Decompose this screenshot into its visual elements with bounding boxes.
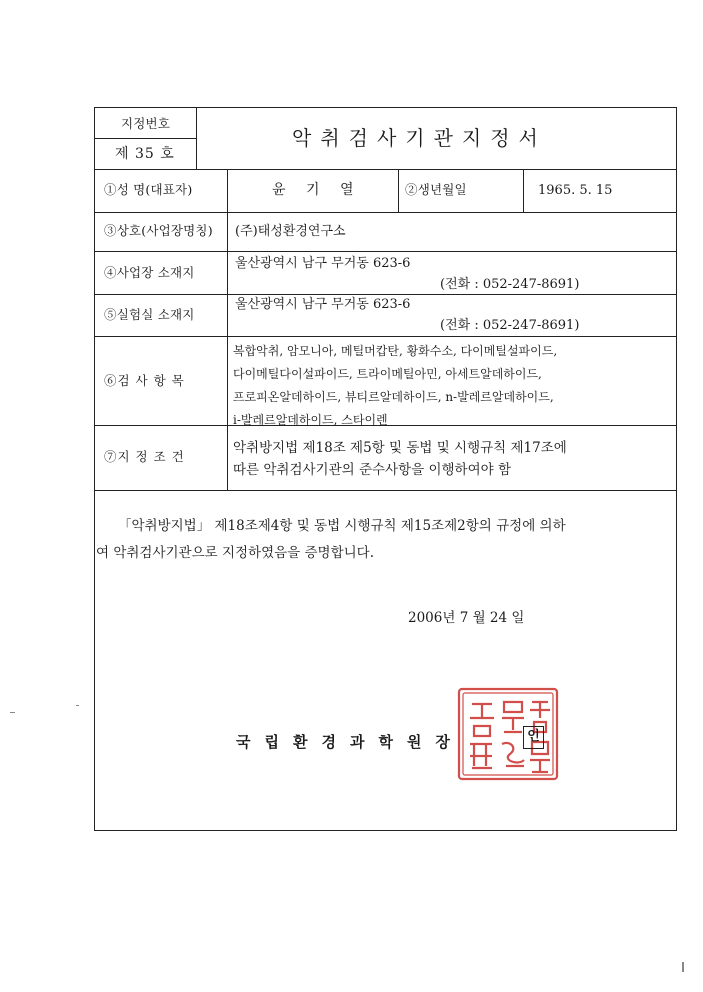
birth-label: ②생년월일 [405,182,467,197]
scan-speck [76,705,79,706]
condition-text [233,437,567,481]
rule-name-divider [398,169,399,212]
official-seal [456,686,560,782]
rule-row3-bottom [94,294,677,295]
rule-row1-bottom [94,212,677,213]
lab-address-value: 울산광역시 남구 무거동 623-6 [235,297,411,312]
condition-label: ⑦지 정 조 건 [104,449,185,464]
statement-line: 여 악취검사기관으로 지정하였음을 증명합니다. [96,545,374,561]
inspection-items-line: 복합악취, 암모니아, 메틸머캅탄, 황화수소, 다이메틸설파이드, [233,344,558,358]
condition-line: 악취방지법 제18조 제5항 및 동법 및 시행규칙 제17조에 [233,440,567,456]
document-title: 악취검사기관지정서 [292,126,547,150]
rule-row6-bottom [94,490,677,491]
business-address-label: ④사업장 소재지 [104,265,195,280]
rule-birth-divider [523,169,524,212]
rule-header-divider [196,107,197,169]
lab-address-label: ⑤실험실 소재지 [104,307,195,322]
rule-label-column [227,169,228,490]
name-label: ①성 명(대표자) [104,182,193,197]
company-label: ③상호(사업장명칭) [104,223,213,238]
scan-speck [682,962,684,972]
scan-speck [10,712,15,713]
lab-phone: (전화 : 052-247-8691) [440,318,580,333]
inspection-items-line: 프로피온알데하이드, 뷰티르알데하이드, n-발레르알데하이드, [233,390,554,404]
statement-line: 「악취방지법」 제18조제4항 및 동법 시행규칙 제15조제2항의 규정에 의하 [118,518,566,534]
inspection-items-line: 다이메틸다이설파이드, 트라이메틸아민, 아세트알데하이드, [233,367,542,381]
designation-number-label: 지정번호 [121,116,171,131]
rule-header-bottom [94,169,677,170]
rule-number-split [94,138,196,139]
inspection-items-line: i-발레르알데하이드, 스타이렌 [233,413,388,427]
certification-statement [96,513,566,567]
issue-date: 2006년 7 월 24 일 [408,610,525,626]
issuer-name: 국립환경과학원장 [236,733,464,751]
birth-value: 1965. 5. 15 [538,183,613,198]
seal-mark-box: 인 [523,726,544,749]
inspection-items-label: ⑥검 사 항 목 [104,373,185,388]
business-phone: (전화 : 052-247-8691) [440,277,580,292]
inspection-items-list [233,340,673,432]
condition-line: 따른 악취검사기관의 준수사항을 이행하여야 함 [233,462,511,478]
rule-row4-bottom [94,336,677,337]
name-value: 윤 기 열 [272,182,354,198]
company-value: (주)태성환경연구소 [235,224,346,239]
designation-number-value: 제 35 호 [115,146,175,162]
business-address-value: 울산광역시 남구 무거동 623-6 [235,256,411,271]
rule-row2-bottom [94,251,677,252]
